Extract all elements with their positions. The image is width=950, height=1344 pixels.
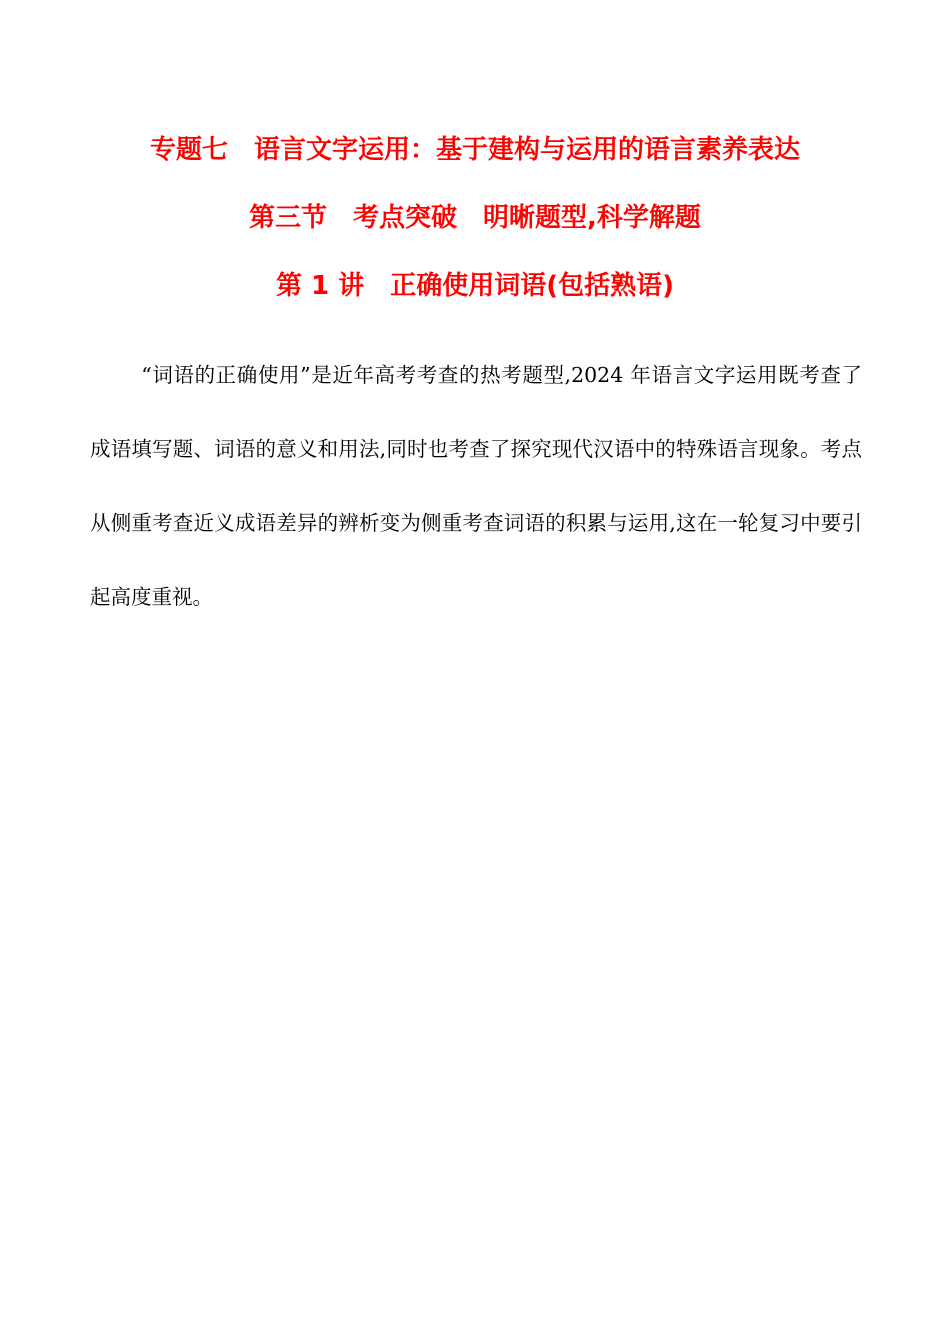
- section-title: 第三节 考点突破 明晰题型,科学解题: [249, 203, 701, 233]
- topic-title: 专题七 语言文字运用：基于建构与运用的语言素养表达: [149, 135, 800, 165]
- intro-paragraph: “词语的正确使用”是近年高考考查的热考题型,2024 年语言文字运用既考查了成语填写题、词语的意义和用法,同时也考查了探究现代汉语中的特殊语言现象。考点从侧重考查近义成语差异的辨析变为侧重考查词语的积累与运用,这在一轮复习中要引起高度重视。: [90, 363, 862, 609]
- lecture-title: 第 1 讲 正确使用词语(包括熟语): [276, 271, 674, 301]
